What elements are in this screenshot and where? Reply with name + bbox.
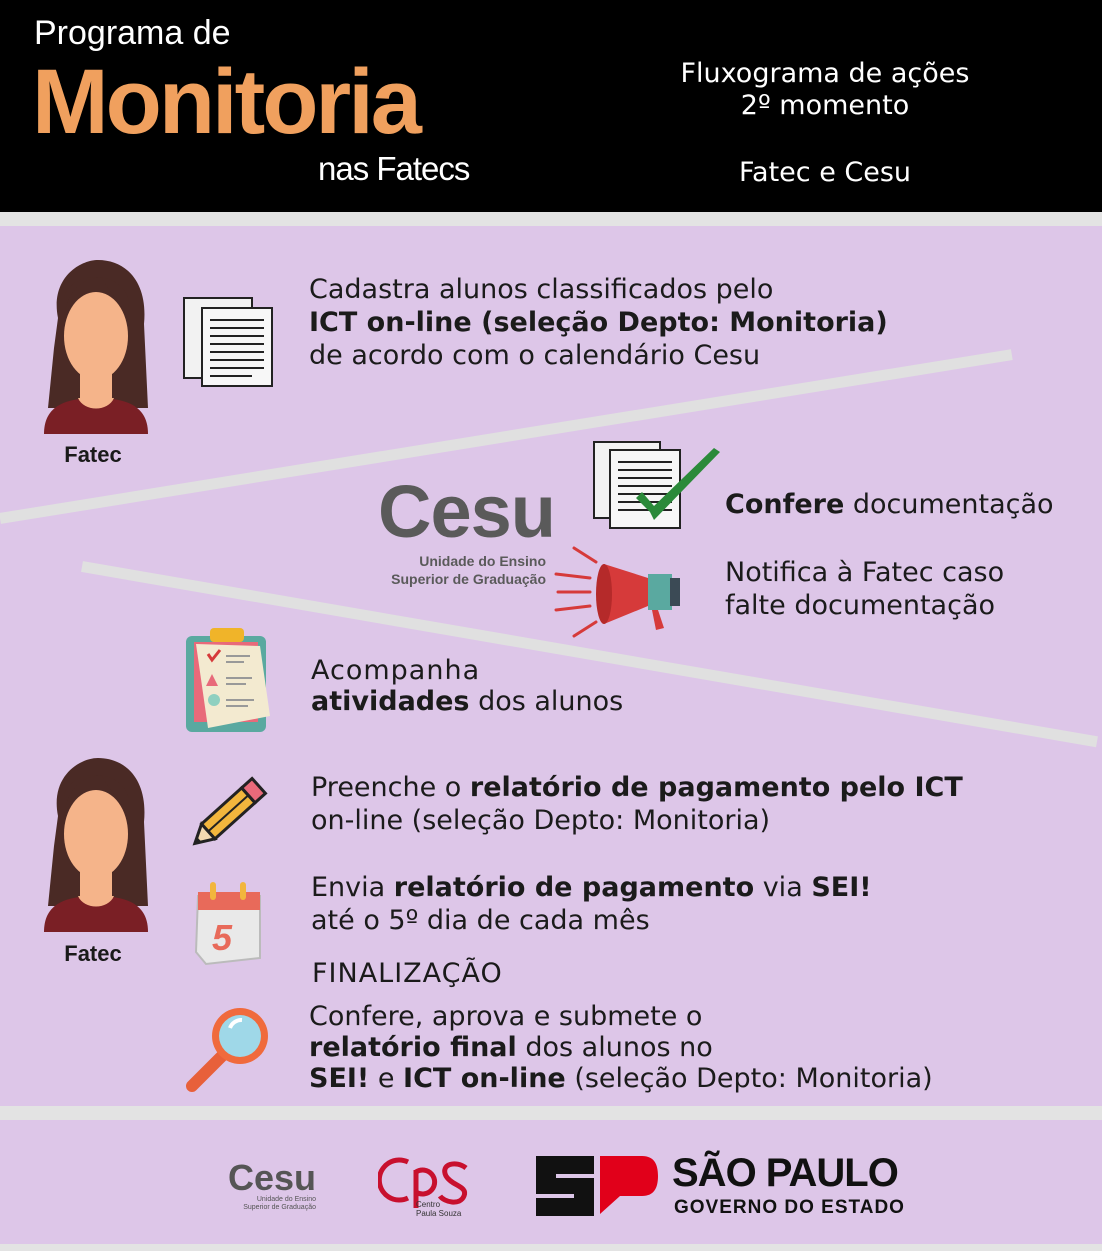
step5-sei: SEI! — [309, 1063, 370, 1094]
confere-rest: documentação — [844, 489, 1054, 520]
footer-cesu-word: Cesu — [228, 1157, 317, 1198]
step5-depto: (seleção Depto: Monitoria) — [565, 1063, 933, 1094]
step2-text — [311, 655, 623, 717]
sp-logo-subtitle: GOVERNO DO ESTADO — [674, 1197, 905, 1218]
step1-line1: Cadastra alunos classificados pelo — [309, 274, 774, 305]
program-label: Programa de — [34, 14, 231, 52]
fatec-avatar-icon — [40, 258, 152, 434]
fatec-label: Fatec — [64, 442, 122, 467]
cesu-logo-word: Cesu — [378, 470, 555, 553]
notifica-text — [725, 556, 1004, 622]
pencil-icon — [190, 770, 274, 850]
step4-c: via — [754, 872, 812, 903]
cesu-logo-sub1: Unidade do Ensino — [419, 553, 546, 569]
magnifier-icon — [180, 1000, 276, 1096]
header — [0, 0, 1102, 212]
sp-logo-icon — [534, 1156, 660, 1216]
documents-icon — [182, 296, 276, 390]
step5-text — [309, 1001, 933, 1094]
step2-line1: Acompanha — [311, 655, 481, 686]
step1-line3: de acordo com o calendário Cesu — [309, 340, 761, 371]
fatec-label-2: Fatec — [64, 941, 122, 966]
step4-a: Envia — [311, 872, 394, 903]
program-subtitle: nas Fatecs — [318, 150, 470, 187]
step1-text — [309, 273, 888, 372]
step3-line2: on-line (seleção Depto: Monitoria) — [311, 805, 771, 836]
clipboard-icon — [182, 624, 276, 736]
cesu-logo-sub2: Superior de Graduação — [391, 571, 546, 587]
notifica-line1: Notifica à Fatec caso — [725, 557, 1005, 588]
step5-ict: ICT on-line — [403, 1063, 566, 1094]
confere-bold: Confere — [725, 489, 845, 520]
cps-logo-text — [416, 1200, 461, 1218]
cps-sub2: Paula Souza — [416, 1209, 462, 1218]
documents-check-icon — [592, 440, 726, 532]
step2-rest: dos alunos — [469, 686, 624, 717]
step4-line2: até o 5º dia de cada mês — [311, 905, 650, 936]
step4-b: relatório de pagamento — [393, 872, 755, 903]
step4-text — [311, 871, 872, 937]
step4-d: SEI! — [811, 872, 872, 903]
step1-line2: ICT on-line (seleção Depto: Monitoria) — [309, 307, 888, 338]
footer-cesu-logo — [228, 1157, 317, 1212]
footer-cesu-sub1: Unidade do Ensino — [256, 1196, 316, 1203]
flowchart-title: Fluxograma de ações — [680, 58, 970, 89]
cps-sub1: Centro — [416, 1200, 441, 1209]
cesu-logo — [378, 472, 555, 588]
moment-label: 2º momento — [740, 90, 910, 121]
finalizacao-title: FINALIZAÇÃO — [312, 958, 503, 989]
step3-pre: Preenche o — [311, 772, 470, 803]
notifica-line2: falte documentação — [725, 590, 996, 621]
step3-bold: relatório de pagamento pelo ICT — [469, 772, 963, 803]
program-title: Monitoria — [32, 51, 419, 153]
megaphone-icon — [552, 544, 686, 640]
calendar-icon — [190, 878, 270, 968]
step5-line1: Confere, aprova e submete o — [309, 1001, 703, 1032]
step5-bold: relatório final — [309, 1032, 517, 1063]
calendar-day: 5 — [212, 917, 233, 958]
step2-bold: atividades — [311, 686, 470, 717]
step5-rest: dos alunos no — [516, 1032, 713, 1063]
step3-text — [311, 771, 963, 837]
confere-text — [725, 488, 1054, 521]
institutions-label: Fatec e Cesu — [738, 157, 912, 188]
fatec-avatar-icon — [40, 756, 152, 932]
sp-logo-title: SÃO PAULO — [672, 1151, 898, 1195]
step5-and: e — [369, 1063, 404, 1094]
footer-cesu-sub2: Superior de Graduação — [243, 1204, 316, 1211]
